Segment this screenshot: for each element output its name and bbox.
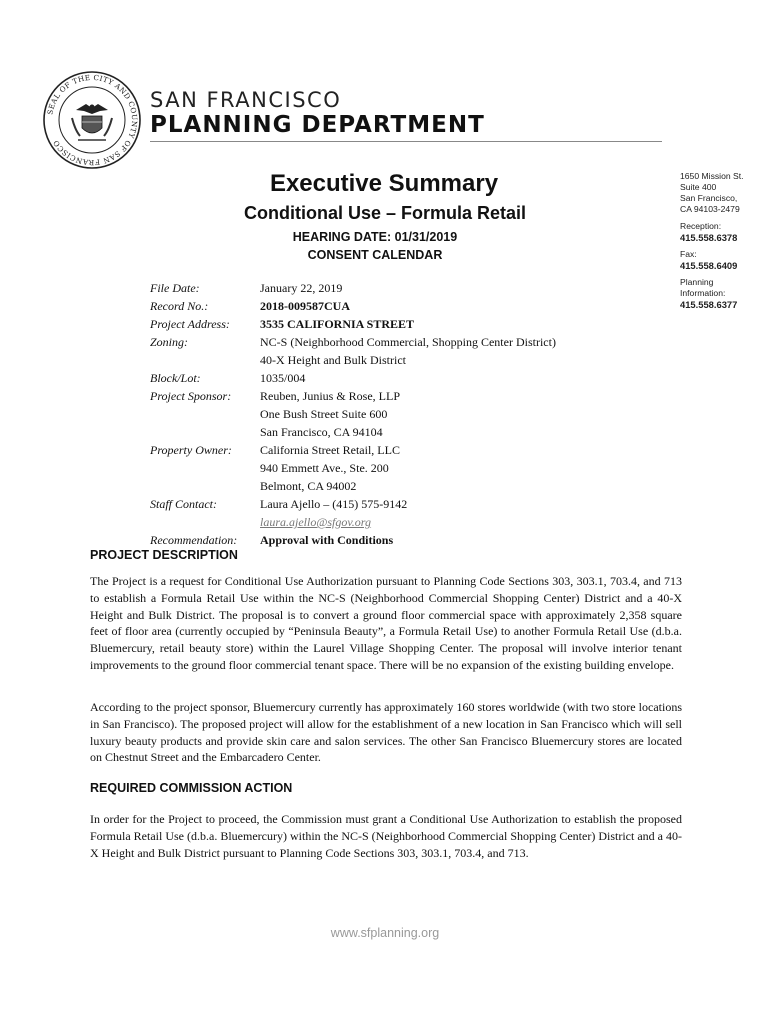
fax-label: Fax:	[680, 249, 697, 259]
info-row	[150, 423, 620, 441]
sponsor-value: One Bush Street Suite 600	[260, 407, 388, 421]
zoning-value: 40-X Height and Bulk District	[260, 353, 406, 367]
info-row	[150, 333, 620, 351]
staff-label: Staff Contact:	[150, 497, 217, 511]
owner-label: Property Owner:	[150, 443, 232, 457]
zoning-value: NC-S (Neighborhood Commercial, Shopping Center District)	[260, 335, 556, 349]
info-row	[150, 387, 620, 405]
project-description-paragraph: According to the project sponsor, Bluemercury currently has approximately 160 stores worldwide (with two store locations in San Francisco). The proposed project will allow for the establishment of a new location in San Francisco which will sell luxury beauty products and provide skin care and salon services. The other San Francisco Bluemercury stores are located on Chestnut Street and the Embarcadero Center.	[90, 700, 682, 765]
staff-email-link[interactable]: laura.ajello@sfgov.org	[260, 515, 372, 529]
info-row	[150, 297, 620, 315]
owner-value: 940 Emmett Ave., Ste. 200	[260, 461, 389, 475]
sponsor-value: Reuben, Junius & Rose, LLP	[260, 389, 400, 403]
address-line: 1650 Mission St.	[680, 171, 744, 181]
planning-number: 415.558.6377	[680, 299, 738, 310]
info-row	[150, 531, 620, 549]
seal-ring-text: SEAL OF THE CITY AND COUNTY OF SAN FRANCISCO	[45, 72, 140, 168]
recommendation-value: Approval with Conditions	[260, 533, 394, 547]
department-city: SAN FRANCISCO	[150, 88, 342, 112]
commission-action-paragraph: In order for the Project to proceed, the Commission must grant a Conditional Use Authorization to establish the proposed Formula Retail Use (d.b.a. Bluemercury) within the NC-S (Neighborhood Commercial Shopping Center) District and a 40-X Height and Bulk District pursuant to Planning Code Sections 303, 303.1, 703.4, and 713.	[90, 812, 682, 860]
record-value: 2018-009587CUA	[260, 299, 350, 313]
info-row	[150, 513, 620, 531]
address-line: San Francisco,	[680, 193, 738, 203]
planning-label: Information:	[680, 288, 726, 298]
block-lot-label: Block/Lot:	[150, 371, 201, 385]
owner-value: Belmont, CA 94002	[260, 479, 357, 493]
fax-number: 415.558.6409	[680, 260, 738, 271]
planning-label: Planning	[680, 277, 714, 287]
info-row	[150, 441, 620, 459]
planning-info-block	[680, 277, 770, 310]
info-row	[150, 315, 620, 333]
staff-value: Laura Ajello – (415) 575-9142	[260, 497, 408, 511]
department-name: PLANNING DEPARTMENT	[150, 112, 485, 138]
info-row	[150, 495, 620, 513]
website-footer-link[interactable]: www.sfplanning.org	[330, 926, 440, 940]
info-row	[150, 351, 620, 369]
sponsor-label: Project Sponsor:	[150, 389, 232, 403]
recommendation-label: Recommendation:	[150, 533, 238, 547]
hearing-date: HEARING DATE: 01/31/2019	[292, 230, 458, 244]
record-label: Record No.:	[150, 299, 209, 313]
info-row	[150, 405, 620, 423]
project-address-label: Project Address:	[150, 317, 230, 331]
file-date-value: January 22, 2019	[260, 281, 343, 295]
block-lot-value: 1035/004	[260, 371, 306, 385]
owner-value: California Street Retail, LLC	[260, 443, 400, 457]
project-description-paragraph: The Project is a request for Conditional Use Authorization pursuant to Planning Code Sections 303, 303.1, 703.4, and 713 to establish a Formula Retail Use within the NC-S (Neighborhood Commercial Shopping Center) District and a 40-X Height and Bulk District. The proposal is to convert a ground floor commercial space with approximately 2,358 square feet of floor area (currently occupied by “Peninsula Beauty”, a Formula Retail Use) to another Formula Retail Use (d.b.a. Bluemercury, retail beauty store) within the Laurel Village Shopping Center. The proposal will involve interior tenant improvements to the ground floor commercial tenant space. There will be no expansion of the existing building envelope.	[90, 574, 682, 672]
calendar-type: CONSENT CALENDAR	[307, 248, 443, 262]
info-row	[150, 477, 620, 495]
info-row	[150, 279, 620, 297]
info-row	[150, 459, 620, 477]
zoning-label: Zoning:	[150, 335, 189, 349]
document-subtitle: Conditional Use – Formula Retail	[243, 203, 527, 223]
address-line: Suite 400	[680, 182, 717, 192]
project-description-heading: PROJECT DESCRIPTION	[90, 548, 238, 562]
document-title: Executive Summary	[269, 170, 499, 197]
address-line: CA 94103-2479	[680, 204, 740, 214]
city-seal-logo	[42, 70, 142, 170]
info-row	[150, 369, 620, 387]
reception-label: Reception:	[680, 221, 722, 231]
case-info-table	[150, 279, 620, 549]
commission-action-heading: REQUIRED COMMISSION ACTION	[90, 781, 293, 795]
reception-number: 415.558.6378	[680, 232, 738, 243]
sponsor-value: San Francisco, CA 94104	[260, 425, 383, 439]
file-date-label: File Date:	[150, 281, 200, 295]
project-address-value: 3535 CALIFORNIA STREET	[260, 317, 415, 331]
header-divider	[150, 141, 662, 142]
